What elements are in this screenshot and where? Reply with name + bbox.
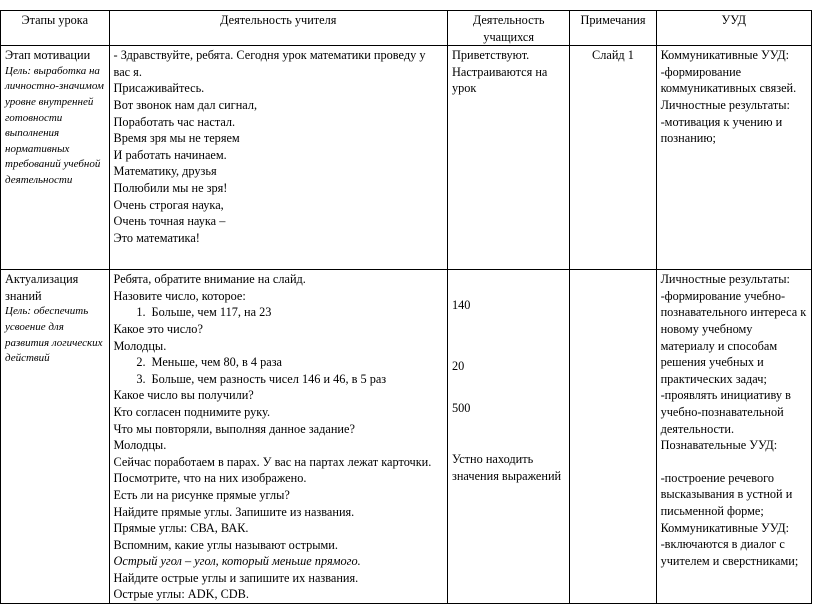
student-activity: Устно находить значения выражений (451, 451, 562, 483)
teacher-line: Молодцы. (113, 338, 167, 353)
uud-line: -мотивация к учению и познанию; (660, 114, 783, 146)
table-row (1, 270, 812, 604)
teacher-line: Сейчас поработаем в парах. У вас на партах лежат карточки. Посмотрите, что на них изображено. (113, 454, 432, 486)
stage-goal: Цель: обеспечить усвоение для развития логических действий (5, 305, 103, 365)
stage-cell (1, 46, 110, 270)
numbered-item: 2. Меньше, чем 80, в 4 раза (136, 355, 283, 370)
teacher-line: Ребята, обратите внимание на слайд. (113, 272, 306, 287)
uud-line: -формирование учебно-познавательного интереса к новому учебному материалу и способам решения учебных и практических задач; (660, 288, 807, 386)
notes-cell: Слайд 1 (570, 46, 656, 270)
teacher-line: Найдите прямые углы. Запишите из названия. (113, 504, 355, 519)
numbered-item: 1. Больше, чем 117, на 23 (136, 305, 272, 320)
lesson-plan-table (0, 10, 812, 604)
teacher-line: Время зря мы не теряем (113, 131, 240, 146)
stage-cell (1, 270, 110, 604)
header-stages: Этапы урока (1, 11, 110, 46)
teacher-line: И работать начинаем. (113, 147, 227, 162)
student-answer: 500 (451, 401, 471, 416)
teacher-line: Это математика! (113, 230, 200, 245)
uud-line: -проявлять инициативу в учебно-познавательной деятельности. (660, 388, 791, 436)
teacher-line: Вспомним, какие углы называют острыми. (113, 537, 338, 552)
stage-title: Актуализация знаний (5, 272, 79, 303)
student-answer: 20 (451, 358, 465, 373)
teacher-line: Кто согласен поднимите руку. (113, 404, 271, 419)
uud-line: -формирование коммуникативных связей. (660, 64, 797, 96)
teacher-line: Полюбили мы не зря! (113, 180, 228, 195)
header-teacher: Деятельность учителя (109, 11, 447, 46)
teacher-line: Какое число вы получили? (113, 388, 254, 403)
teacher-line: Поработать час настал. (113, 114, 236, 129)
uud-line: Личностные результаты: (660, 272, 790, 287)
student-answer: 140 (451, 298, 471, 313)
definition-line: Острый угол – угол, который меньше прямого. (113, 554, 361, 569)
teacher-line: Что мы повторяли, выполняя данное задание? (113, 421, 355, 436)
teacher-line: Вот звонок нам дал сигнал, (113, 97, 258, 112)
students-cell: Приветствуют. Настраиваются на урок (447, 46, 569, 270)
stage-goal: Цель: выработка на личностно-значимом уровне внутренней готовности выполнения нормативных требований учебной деятельности (5, 64, 104, 186)
header-uud: УУД (656, 11, 811, 46)
teacher-line: Острые углы: ADK, CDB. (113, 587, 249, 602)
teacher-line: Очень строгая наука, (113, 197, 224, 212)
teacher-line: Назовите число, которое: (113, 288, 246, 303)
uud-line: Коммуникативные УУД: (660, 520, 789, 535)
teacher-cell (109, 46, 447, 270)
stage-title: Этап мотивации (5, 48, 91, 63)
teacher-line: - Здравствуйте, ребята. Сегодня урок математики проведу у вас я. (113, 48, 426, 79)
uud-spacer (661, 454, 807, 470)
teacher-line: Очень точная наука – (113, 214, 226, 229)
uud-line: Познавательные УУД: (660, 438, 778, 453)
uud-line: -построение речевого высказывания в устной и письменной форме; (660, 470, 793, 518)
teacher-cell (109, 270, 447, 604)
uud-line: Коммуникативные УУД: (660, 48, 789, 63)
table-row (1, 46, 812, 270)
notes-cell (570, 270, 656, 604)
students-cell (447, 270, 569, 604)
teacher-line: Какое это число? (113, 321, 203, 336)
teacher-line: Молодцы. (113, 438, 167, 453)
table-header-row (1, 11, 812, 46)
teacher-line: Прямые углы: СВА, ВАК. (113, 521, 249, 536)
uud-line: Личностные результаты: (660, 97, 790, 112)
teacher-line: Математику, друзья (113, 164, 217, 179)
uud-cell (656, 46, 811, 270)
teacher-line: Найдите острые углы и запишите их названия. (113, 570, 359, 585)
teacher-line: Есть ли на рисунке прямые углы? (113, 487, 290, 502)
numbered-item: 3. Больше, чем разность чисел 146 и 46, в 5 раз (136, 371, 387, 386)
uud-cell (656, 270, 811, 604)
uud-line: -включаются в диалог с учителем и сверстниками; (660, 537, 799, 568)
header-students: Деятельность учащихся (447, 11, 569, 46)
header-notes: Примечания (570, 11, 656, 46)
teacher-line: Присаживайтесь. (113, 81, 205, 96)
